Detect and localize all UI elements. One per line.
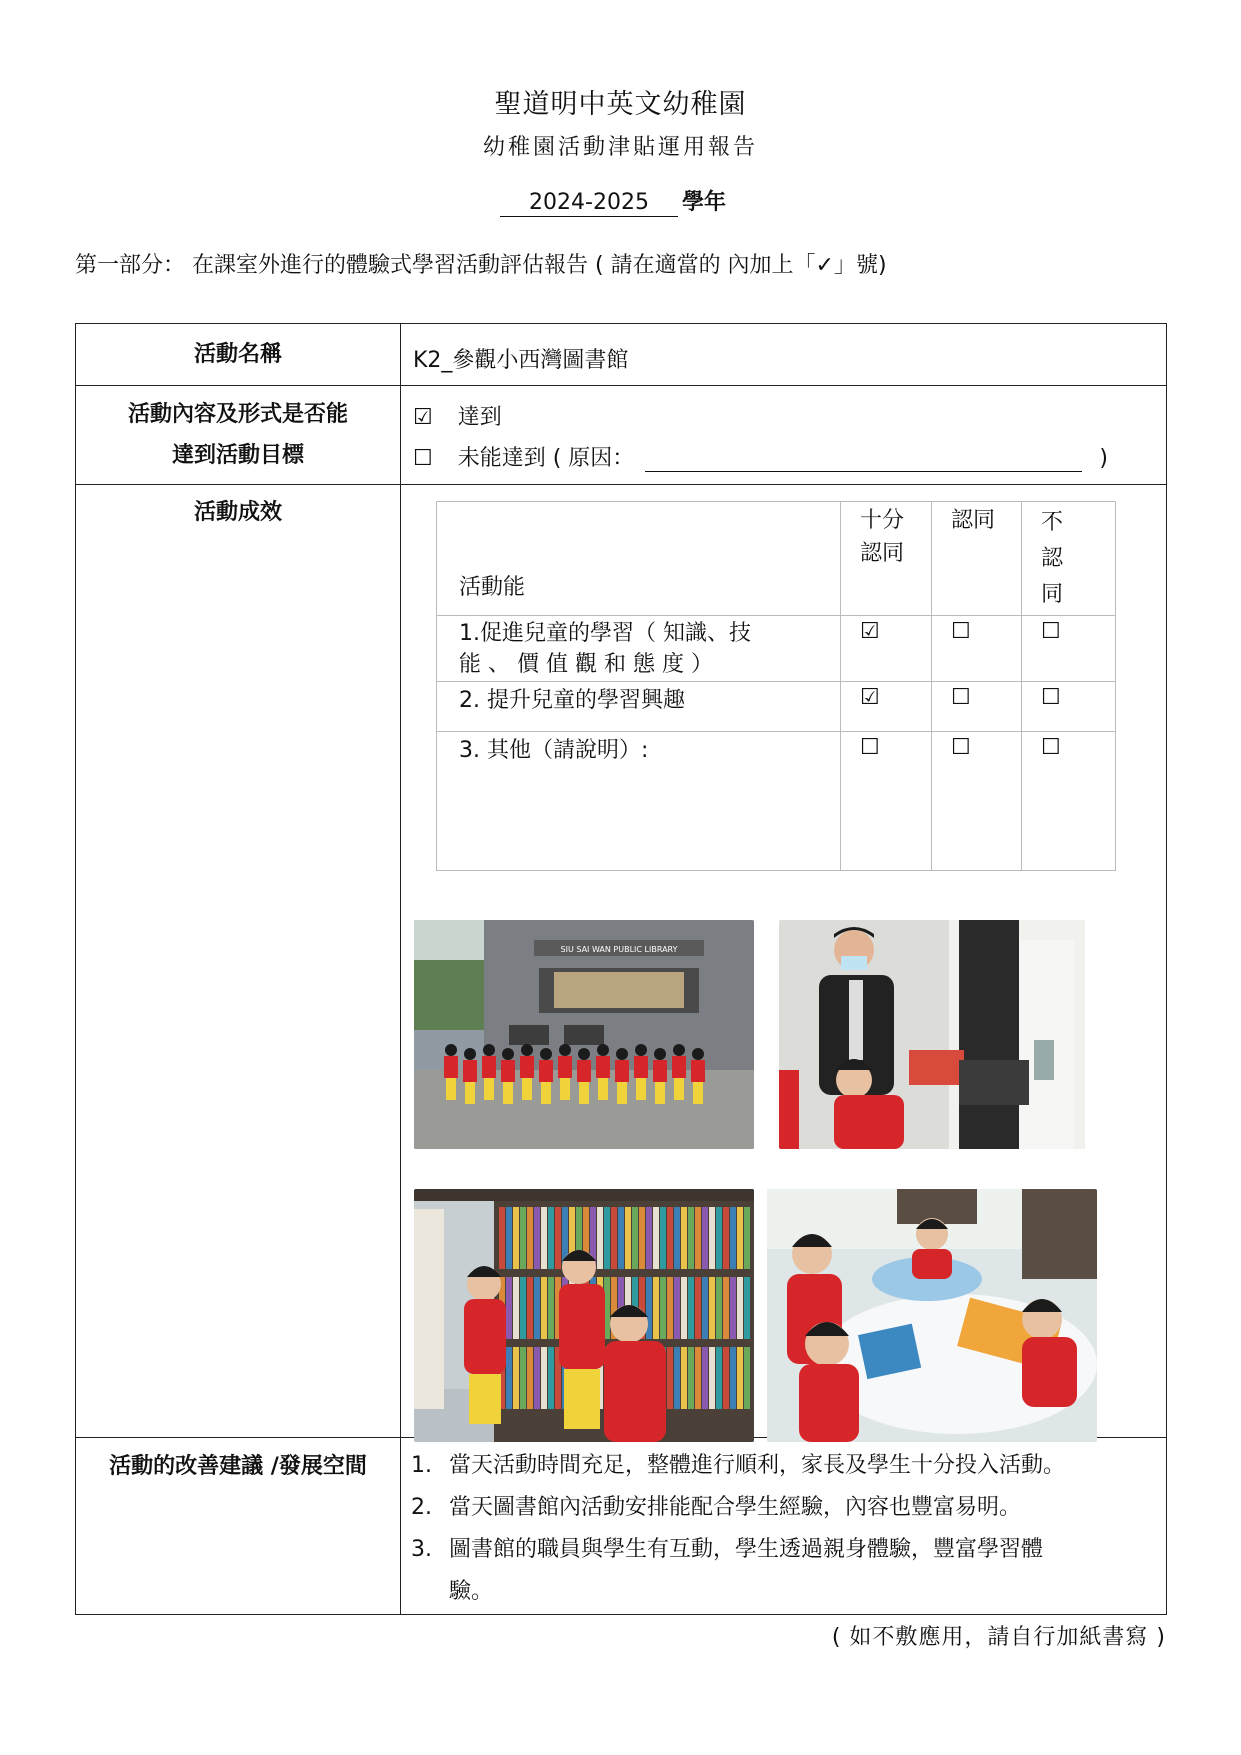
book-spine: [548, 1277, 554, 1339]
book-spine: [709, 1207, 715, 1269]
book-spine: [513, 1207, 519, 1269]
reason-close-paren: ): [1099, 446, 1108, 471]
book-spine: [674, 1347, 680, 1409]
book-spine: [688, 1207, 694, 1269]
book-spine: [618, 1207, 624, 1269]
book-spine: [625, 1207, 631, 1269]
goal-label-line2: 達到活動目標: [171, 443, 304, 468]
child-jacket: [615, 1060, 629, 1082]
suggestion-2-text: 當天圖書館內活動安排能配合學生經驗，內容也豐富易明。: [449, 1495, 1022, 1520]
book-spine: [744, 1347, 750, 1409]
rating-row-3-strongly-agree-checkbox[interactable]: ☐: [860, 735, 880, 760]
child-head: [654, 1048, 666, 1060]
header-disagree-1: 不: [1041, 510, 1064, 535]
library-entrance-illustration: [414, 920, 754, 1149]
goal-label-line1: 活動內容及形式是否能: [127, 402, 348, 427]
book-spine: [639, 1207, 645, 1269]
child-jacket: [653, 1060, 667, 1082]
child-head: [673, 1044, 685, 1056]
rating-row-3-agree-checkbox[interactable]: ☐: [951, 735, 971, 760]
child-head: [445, 1044, 457, 1056]
goal-not-achieved-text: 未能達到 ( 原因：: [457, 446, 635, 471]
child-jacket: [596, 1056, 610, 1078]
book-spine: [646, 1207, 652, 1269]
child-jacket: [463, 1060, 477, 1082]
child-head: [483, 1044, 495, 1056]
academic-year-line: [500, 185, 726, 217]
book-spine: [653, 1207, 659, 1269]
child-jacket: [444, 1056, 458, 1078]
column-divider: [1021, 502, 1022, 870]
book-spine: [527, 1347, 533, 1409]
child-trousers: [636, 1078, 646, 1100]
book-spine: [520, 1207, 526, 1269]
child-trousers: [598, 1078, 608, 1100]
book-spine: [513, 1277, 519, 1339]
child-jacket: [672, 1056, 686, 1078]
book-spine: [702, 1277, 708, 1339]
row-divider: [437, 731, 1115, 732]
book-spine: [695, 1207, 701, 1269]
suggestion-1: [411, 1445, 1065, 1487]
book-spine: [548, 1207, 554, 1269]
book-spine: [723, 1207, 729, 1269]
header-strongly-agree-line1: 十分: [860, 508, 905, 533]
part-one-heading: 第一部分： 在課室外進行的體驗式學習活動評估報告 ( 請在適當的 內加上「✓」號): [75, 253, 887, 278]
photo-children-reading-table: [767, 1189, 1097, 1442]
child-trousers: [693, 1082, 703, 1104]
book-spine: [688, 1277, 694, 1339]
book-spine: [723, 1347, 729, 1409]
column-divider: [400, 324, 401, 1614]
child-jacket: [577, 1060, 591, 1082]
book-spine: [506, 1207, 512, 1269]
book-spine: [660, 1277, 666, 1339]
row-divider: [76, 484, 1166, 485]
book-spine: [716, 1277, 722, 1339]
book-spine: [744, 1207, 750, 1269]
child-jacket: [539, 1060, 553, 1082]
child-trousers: [579, 1082, 589, 1104]
academic-year-label: 學年: [682, 190, 727, 215]
book-spine: [674, 1277, 680, 1339]
child-jacket: [501, 1060, 515, 1082]
book-spine: [513, 1347, 519, 1409]
header-disagree-3: 同: [1041, 582, 1064, 607]
academic-year: 2024-2025: [500, 190, 678, 217]
book-spine: [555, 1207, 561, 1269]
book-spine: [548, 1347, 554, 1409]
book-spine: [653, 1277, 659, 1339]
book-spine: [632, 1207, 638, 1269]
book-spine: [716, 1207, 722, 1269]
column-divider: [840, 502, 841, 870]
reading-table-illustration: [767, 1189, 1097, 1442]
book-spine: [541, 1347, 547, 1409]
outcome-rating-table: [436, 501, 1116, 871]
child-head: [578, 1048, 590, 1060]
child-jacket: [482, 1056, 496, 1078]
book-spine: [730, 1347, 736, 1409]
child-trousers: [484, 1078, 494, 1100]
book-spine: [597, 1207, 603, 1269]
book-spine: [681, 1277, 687, 1339]
child-trousers: [465, 1082, 475, 1104]
child-head: [464, 1048, 476, 1060]
book-spine: [541, 1207, 547, 1269]
book-spine: [527, 1277, 533, 1339]
outcome-label: 活動成效: [193, 500, 282, 525]
goal-achieved-text: 達到: [457, 405, 502, 430]
child-trousers: [655, 1082, 665, 1104]
book-spine: [667, 1347, 673, 1409]
book-spine: [723, 1277, 729, 1339]
book-spine: [506, 1277, 512, 1339]
book-spine: [737, 1277, 743, 1339]
book-spine: [702, 1347, 708, 1409]
rating-row-2-disagree-checkbox[interactable]: ☐: [1041, 685, 1061, 710]
book-spine: [702, 1207, 708, 1269]
suggestion-3-text-line2: 驗。: [449, 1579, 494, 1604]
child-jacket: [691, 1060, 705, 1082]
unchecked-checkbox-icon[interactable]: ☐: [413, 446, 433, 471]
child-head: [635, 1044, 647, 1056]
book-spine: [730, 1207, 736, 1269]
child-trousers: [522, 1078, 532, 1100]
child-trousers: [617, 1082, 627, 1104]
checked-checkbox-icon[interactable]: ☑: [413, 405, 433, 430]
report-title: 幼稚園活動津貼運用報告: [482, 135, 758, 160]
book-spine: [709, 1347, 715, 1409]
book-spine: [674, 1207, 680, 1269]
footer-note: ( 如不敷應用，請自行加紙書寫 ): [831, 1625, 1166, 1650]
improvement-label: 活動的改善建議 /發展空間: [109, 1454, 367, 1479]
bookshelves-illustration: [414, 1189, 754, 1442]
child-head: [597, 1044, 609, 1056]
rating-row-1-label-line2: 能 、 價 值 觀 和 態 度 ）: [459, 652, 713, 677]
library-sign-text: SIU SAI WAN PUBLIC LIBRARY: [560, 945, 678, 954]
suggestion-3-number: 3.: [411, 1537, 432, 1562]
child-head: [692, 1048, 704, 1060]
book-spine: [730, 1277, 736, 1339]
photo-staff-self-checkout: [779, 920, 1085, 1149]
header-strongly-agree-line2: 認同: [860, 541, 905, 566]
child-jacket: [634, 1056, 648, 1078]
row-divider: [76, 385, 1166, 386]
reason-blank-line[interactable]: [645, 447, 1082, 472]
book-spine: [737, 1207, 743, 1269]
suggestion-3-text-line1: 圖書館的職員與學生有互動，學生透過親身體驗，豐富學習體: [449, 1537, 1044, 1562]
book-spine: [660, 1207, 666, 1269]
rating-row-2-agree-checkbox[interactable]: ☐: [951, 685, 971, 710]
book-spine: [534, 1347, 540, 1409]
book-spine: [688, 1347, 694, 1409]
child-head: [502, 1048, 514, 1060]
book-spine: [520, 1347, 526, 1409]
child-trousers: [446, 1078, 456, 1100]
row-divider: [437, 681, 1115, 682]
rating-row-1-agree-checkbox[interactable]: ☐: [951, 619, 971, 644]
goal-not-achieved-option[interactable]: [413, 441, 1153, 472]
child-head: [559, 1044, 571, 1056]
photo-children-bookshelves: [414, 1189, 754, 1442]
suggestion-1-number: 1.: [411, 1453, 432, 1478]
header-agree: 認同: [951, 508, 996, 533]
rating-row-3-disagree-checkbox[interactable]: ☐: [1041, 735, 1061, 760]
book-spine: [541, 1277, 547, 1339]
child-head: [540, 1048, 552, 1060]
book-spine: [695, 1347, 701, 1409]
book-spine: [534, 1207, 540, 1269]
child-head: [616, 1048, 628, 1060]
book-spine: [744, 1277, 750, 1339]
child-jacket: [558, 1056, 572, 1078]
row-divider: [437, 615, 1115, 616]
book-spine: [737, 1347, 743, 1409]
book-spine: [695, 1277, 701, 1339]
book-spine: [681, 1347, 687, 1409]
activity-name-value: K2_參觀小西灣圖書館: [413, 348, 629, 373]
book-spine: [506, 1347, 512, 1409]
book-spine: [681, 1207, 687, 1269]
child-jacket: [520, 1056, 534, 1078]
self-checkout-illustration: [779, 920, 1085, 1149]
photo-library-entrance-group: [414, 920, 754, 1149]
child-trousers: [541, 1082, 551, 1104]
activity-name-label: 活動名稱: [193, 342, 282, 367]
rating-row-2-label: 2. 提升兒童的學習興趣: [459, 688, 685, 713]
child-head: [521, 1044, 533, 1056]
goal-achieved-option[interactable]: [413, 400, 502, 431]
rating-row-1-strongly-agree-checkbox[interactable]: ☑: [860, 619, 880, 644]
book-spine: [520, 1277, 526, 1339]
header-disagree-2: 認: [1041, 546, 1064, 571]
header-activity-can: 活動能: [459, 575, 526, 600]
evaluation-table: [75, 323, 1167, 1615]
book-spine: [709, 1277, 715, 1339]
book-spine: [716, 1347, 722, 1409]
rating-row-1-label-line1: 1.促進兒童的學習（ 知識、技: [459, 621, 751, 646]
suggestion-2-number: 2.: [411, 1495, 432, 1520]
suggestion-1-text: 當天活動時間充足，整體進行順利，家長及學生十分投入活動。: [449, 1453, 1066, 1478]
book-spine: [667, 1207, 673, 1269]
child-trousers: [560, 1078, 570, 1100]
suggestion-2: [411, 1487, 1021, 1529]
rating-row-3-label: 3. 其他（請說明）:: [459, 738, 649, 763]
book-spine: [667, 1277, 673, 1339]
book-spine: [534, 1277, 540, 1339]
child-trousers: [503, 1082, 513, 1104]
column-divider: [931, 502, 932, 870]
book-spine: [611, 1207, 617, 1269]
suggestion-3: [411, 1529, 1043, 1571]
rating-row-2-strongly-agree-checkbox[interactable]: ☑: [860, 685, 880, 710]
book-spine: [604, 1207, 610, 1269]
book-spine: [527, 1207, 533, 1269]
book-spine: [499, 1207, 505, 1269]
rating-row-1-disagree-checkbox[interactable]: ☐: [1041, 619, 1061, 644]
child-trousers: [674, 1078, 684, 1100]
school-name: 聖道明中英文幼稚園: [494, 89, 747, 120]
